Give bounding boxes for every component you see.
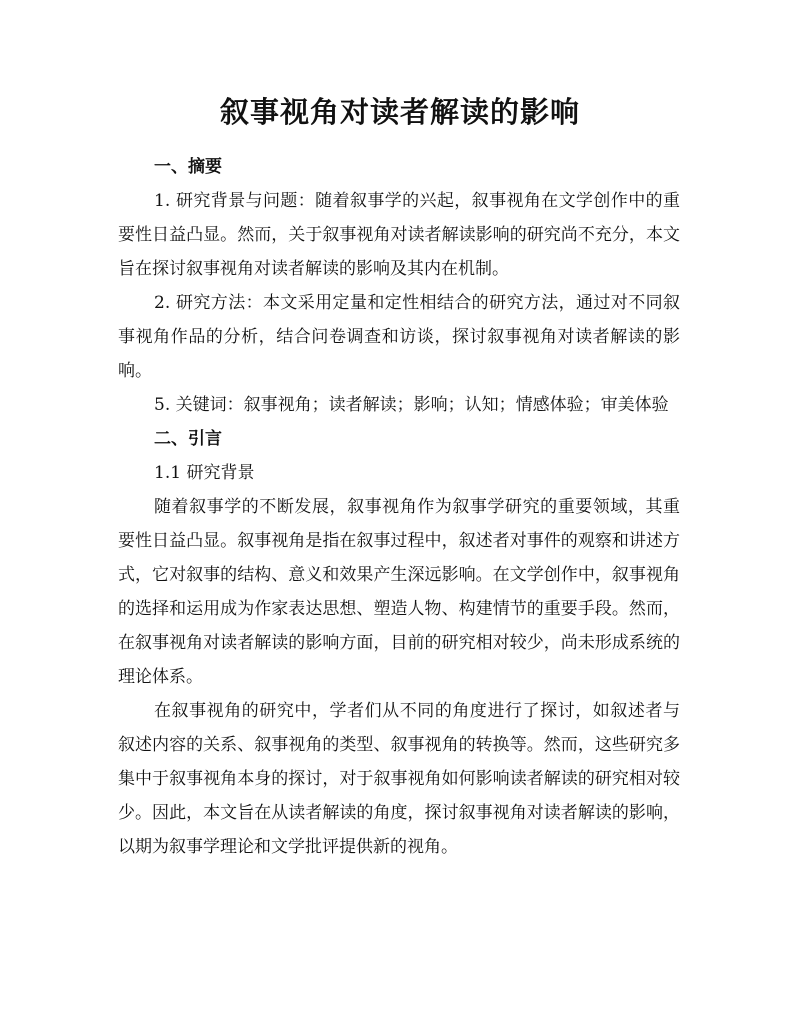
section-heading-introduction: 二、引言	[154, 429, 222, 449]
document-body	[118, 150, 680, 864]
introduction-paragraph-1: 随着叙事学的不断发展，叙事视角作为叙事学研究的重要领域，其重要性日益凸显。叙事视角是指在叙事过程中，叙述者对事件的观察和讲述方式，它对叙事的结构、意义和效果产生深远影响。在文学创作中，叙事视角的选择和运用成为作家表达思想、塑造人物、构建情节的重要手段。然而，在叙事视角对读者解读的影响方面，目前的研究相对较少，尚未形成系统的理论体系。	[118, 497, 680, 687]
section-heading-abstract: 一、摘要	[154, 157, 222, 177]
abstract-item-methods: 2. 研究方法：本文采用定量和定性相结合的研究方法，通过对不同叙事视角作品的分析，结合问卷调查和访谈，探讨叙事视角对读者解读的影响。	[118, 293, 680, 381]
subsection-heading-background: 1.1 研究背景	[154, 463, 255, 483]
introduction-paragraph-2: 在叙事视角的研究中，学者们从不同的角度进行了探讨，如叙述者与叙述内容的关系、叙事视角的类型、叙事视角的转换等。然而，这些研究多集中于叙事视角本身的探讨，对于叙事视角如何影响读者解读的研究相对较少。因此，本文旨在从读者解读的角度，探讨叙事视角对读者解读的影响，以期为叙事学理论和文学批评提供新的视角。	[118, 701, 680, 857]
abstract-item-background: 1. 研究背景与问题：随着叙事学的兴起，叙事视角在文学创作中的重要性日益凸显。然而，关于叙事视角对读者解读影响的研究尚不充分，本文旨在探讨叙事视角对读者解读的影响及其内在机制。	[118, 191, 680, 279]
abstract-item-keywords: 5. 关键词：叙事视角；读者解读；影响；认知；情感体验；审美体验	[154, 395, 669, 415]
document-title: 叙事视角对读者解读的影响	[219, 95, 580, 129]
